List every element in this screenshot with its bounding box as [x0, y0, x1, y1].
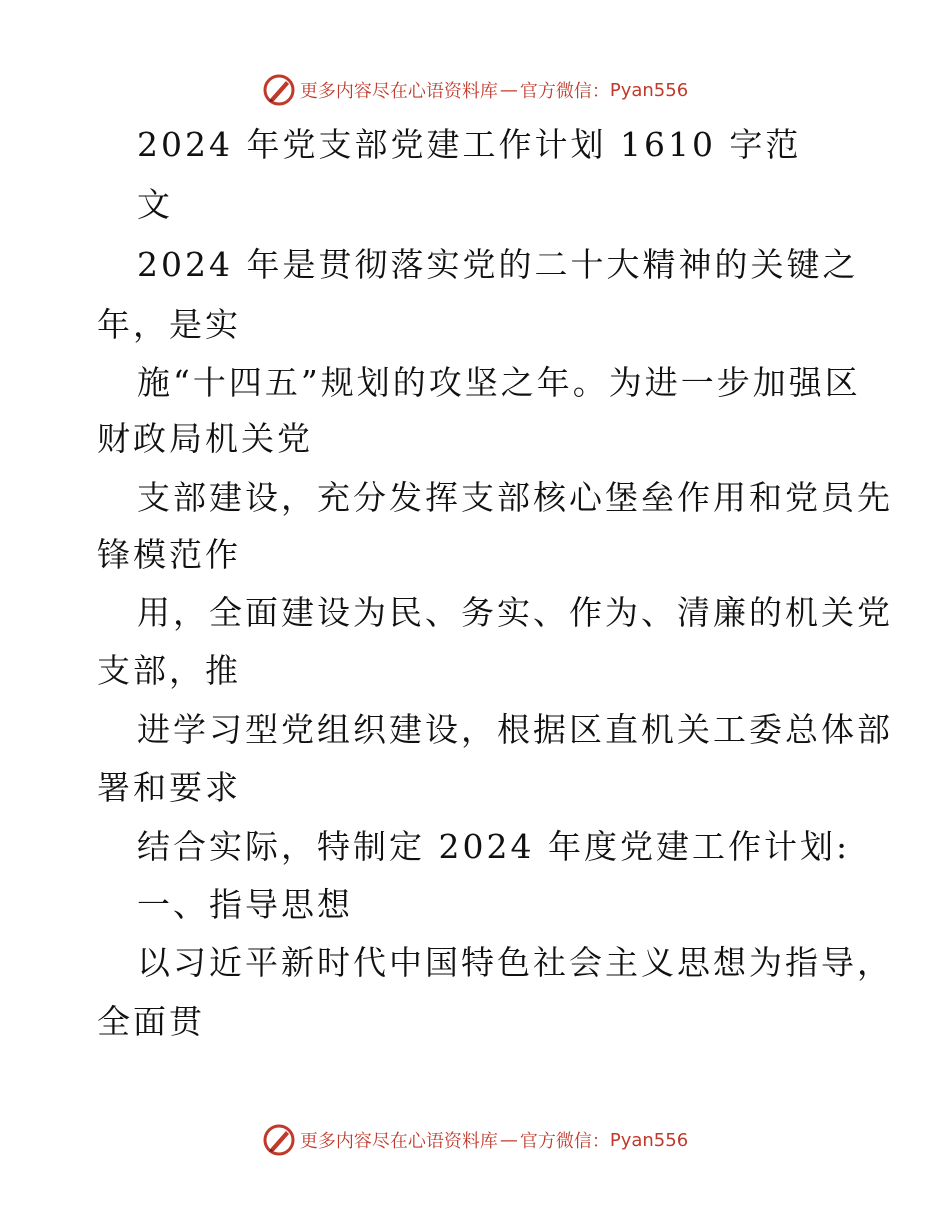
doc-text-line: 进学习型党组织建设，根据区直机关工委总体部	[137, 710, 893, 749]
doc-text-line: 以习近平新时代中国特色社会主义思想为指导，	[137, 943, 893, 982]
wechat-label: 官方微信：	[519, 81, 610, 102]
header-banner	[0, 70, 950, 110]
banner-text: 更多内容尽在心语资料库	[299, 81, 498, 102]
doc-text-line: 2024 年是贯彻落实党的二十大精神的关键之	[137, 245, 859, 284]
doc-text-line: 结合实际，特制定 2024 年度党建工作计划:	[137, 827, 851, 866]
pen-logo-icon	[262, 73, 296, 107]
doc-text-line: 锋模范作	[97, 535, 241, 574]
wechat-id: Pyan556	[609, 1129, 689, 1151]
banner-text: 更多内容尽在心语资料库	[299, 1131, 498, 1152]
doc-text-line: 用，全面建设为民、务实、作为、清廉的机关党	[137, 593, 893, 632]
banner-separator: —	[499, 1129, 518, 1151]
doc-text-line: 施“十四五”规划的攻坚之年。为进一步加强区	[137, 363, 861, 402]
footer-banner	[0, 1120, 950, 1160]
wechat-label: 官方微信：	[519, 1131, 610, 1152]
doc-text-line: 支部，推	[97, 651, 241, 690]
pen-logo-icon	[262, 1123, 296, 1157]
doc-title-line-2: 文	[137, 185, 173, 224]
doc-text-line: 年，是实	[97, 305, 241, 344]
wechat-id: Pyan556	[609, 79, 689, 101]
doc-text-line: 署和要求	[97, 768, 241, 807]
doc-title-line-1: 2024 年党支部党建工作计划 1610 字范	[137, 125, 802, 164]
banner-separator: —	[499, 79, 518, 101]
section-heading: 一、指导思想	[137, 885, 353, 924]
doc-text-line: 支部建设，充分发挥支部核心堡垒作用和党员先	[137, 478, 893, 517]
doc-text-line: 全面贯	[97, 1002, 205, 1041]
doc-text-line: 财政局机关党	[97, 419, 313, 458]
